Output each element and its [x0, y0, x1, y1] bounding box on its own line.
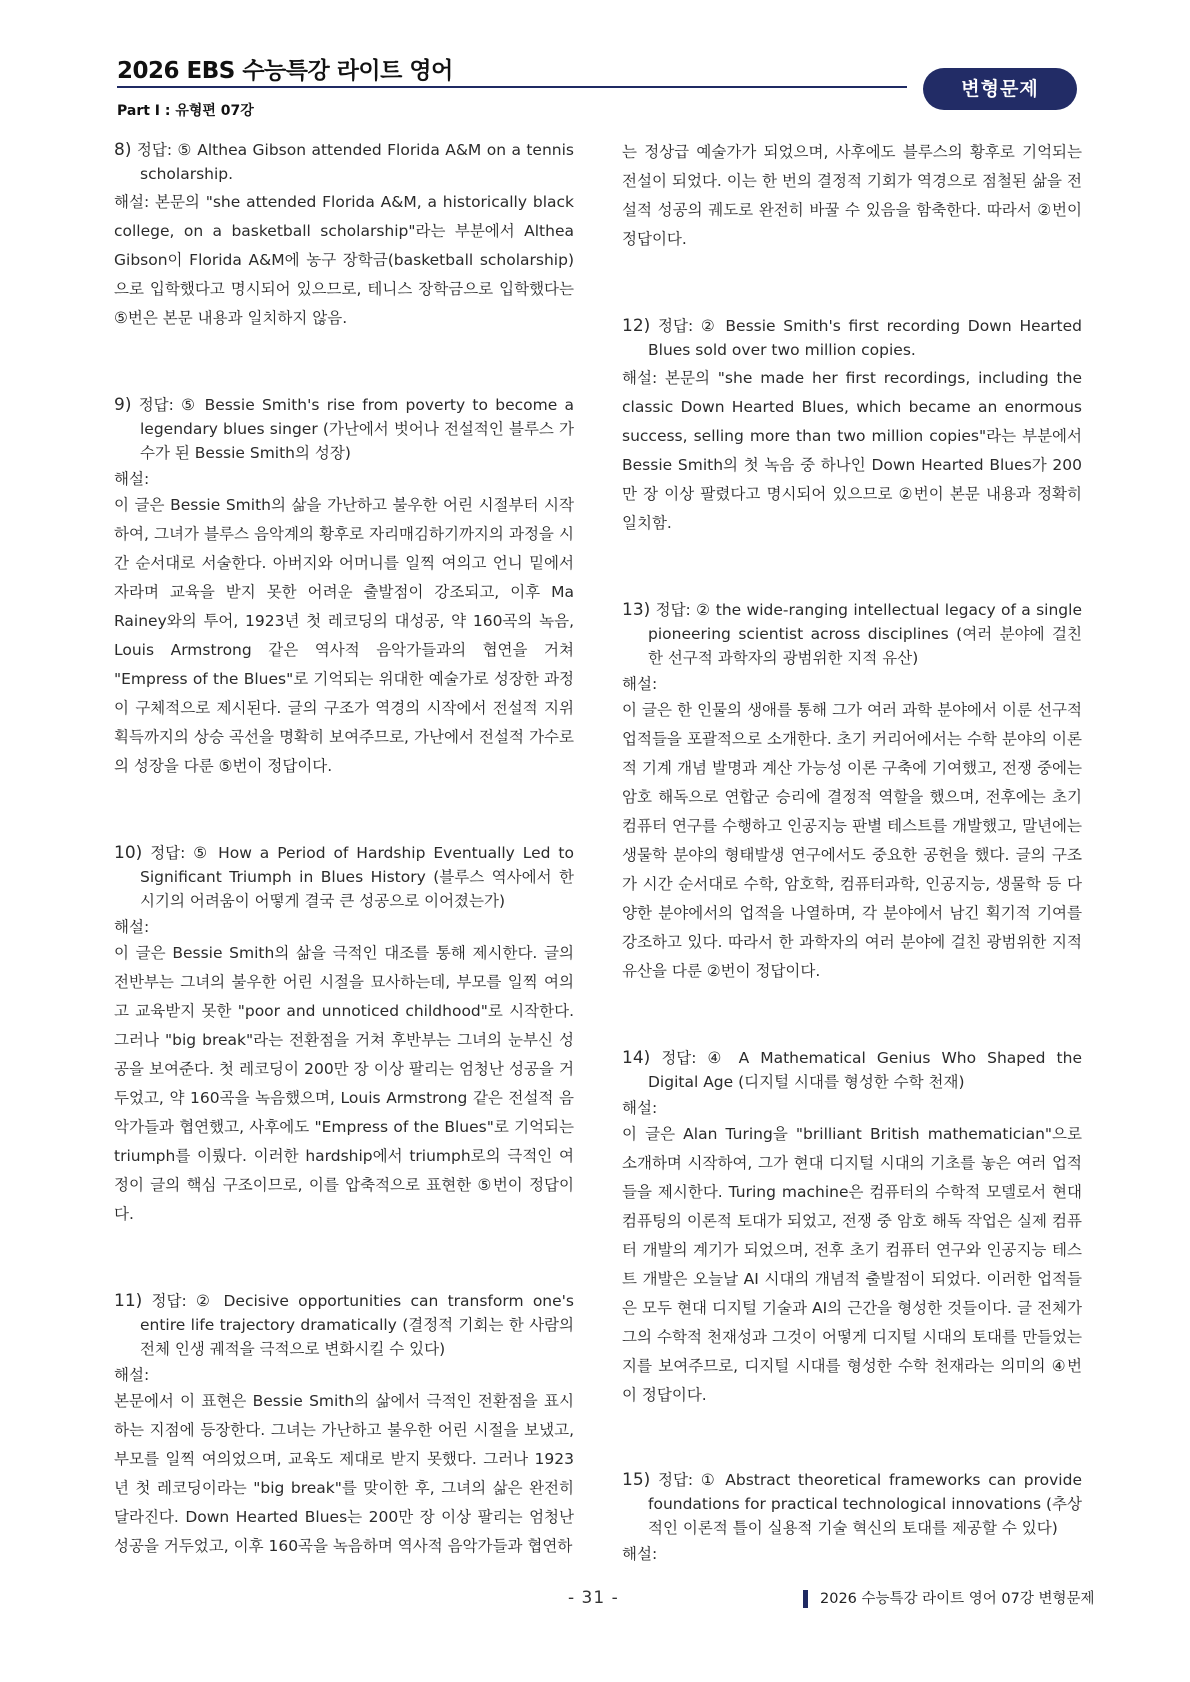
question-12	[622, 314, 1082, 538]
question-15	[622, 1468, 1082, 1566]
footer-title: 2026 수능특강 라이트 영어 07강 변형문제	[803, 1590, 1095, 1608]
explanation-label: 해설:	[622, 675, 658, 693]
explanation-text: 이 글은 Bessie Smith의 삶을 극적인 대조를 통해 제시한다. 글의 전반부는 그녀의 불우한 어린 시절을 묘사하는데, 부모를 일찍 여의고 교육받지 못한 "poor and unnoticed childhood"로 시작한다. 그러나 "big break"라는 전환점을 거쳐 후반부는 그녀의 눈부신 성공을 보여준다. 첫 레코딩이 200만 장 이상 팔리는 엄청난 성공을 거두었고, 약 160곡을 녹음했으며, Louis Armstrong 같은 전설적 음악가들과 협연했고, 사후에도 "Empress of the Blues"로 기억되는 triumph를 이뤘다. 이러한 hardship에서 triumph로의 극적인 여정이 글의 핵심 구조이므로, 이를 압축적으로 표현한 ⑤번이 정답이다.	[114, 944, 574, 1223]
answer-text: 정답: ⑤ Bessie Smith's rise from poverty to become a legendary blues singer (가난에서 벗어나 전설적인 블루스 가수가 된 Bessie Smith의 성장)	[138, 396, 574, 462]
explanation-text: 이 글은 한 인물의 생애를 통해 그가 여러 과학 분야에서 이룬 선구적 업적들을 포괄적으로 소개한다. 초기 커리어에서는 수학 분야의 이론적 기계 개념 발명과 계산 가능성 이론 구축에 기여했고, 전쟁 중에는 암호 해독으로 연합군 승리에 결정적 역할을 했으며, 전후에는 초기 컴퓨터 연구를 수행하고 인공지능 판별 테스트를 개발했고, 말년에는 생물학 분야의 형태발생 연구에서도 중요한 공헌을 했다. 글의 구조가 시간 순서대로 수학, 암호학, 컴퓨터과학, 인공지능, 생물학 등 다양한 분야에서의 업적을 나열하며, 각 분야에서 남긴 획기적 기여를 강조하고 있다. 따라서 한 과학자의 여러 분야에 걸친 광범위한 지적 유산을 다룬 ②번이 정답이다.	[622, 701, 1082, 980]
answer-text: 정답: ② the wide-ranging intellectual legacy of a single pioneering scientist across disciplines (여러 분야에 걸친 한 선구적 과학자의 광범위한 지적 유산)	[648, 601, 1082, 667]
question-9	[114, 393, 574, 781]
explanation-label: 해설:	[114, 470, 150, 488]
explanation-text: 이 글은 Alan Turing을 "brilliant British mathematician"으로 소개하며 시작하여, 그가 현대 디지털 시대의 기초를 놓은 여러 업적들을 제시한다. Turing machine은 컴퓨터의 수학적 모델로서 현대 컴퓨팅의 이론적 토대가 되었고, 전쟁 중 암호 해독 작업은 실제 컴퓨터 개발의 계기가 되었으며, 전후 초기 컴퓨터 연구와 인공지능 테스트 개발은 오늘날 AI 시대의 개념적 출발점이 되었다. 이러한 업적들은 모두 현대 디지털 기술과 AI의 근간을 형성한 것들이다. 글 전체가 그의 수학적 천재성과 그것이 어떻게 디지털 시대의 토대를 만들었는지를 보여주므로, 디지털 시대를 형성한 수학 천재라는 의미의 ④번이 정답이다.	[622, 1125, 1082, 1404]
explanation-label: 해설:	[622, 1099, 658, 1117]
question-13	[622, 598, 1082, 986]
question-number: 8)	[114, 140, 132, 160]
explanation-label: 해설:	[622, 1545, 658, 1563]
question-number: 11)	[114, 1291, 143, 1311]
question-number: 12)	[622, 316, 651, 336]
answer-text: 정답: ④ A Mathematical Genius Who Shaped the Digital Age (디지털 시대를 형성한 수학 천재)	[648, 1049, 1082, 1091]
explanation-label: 해설:	[114, 918, 150, 936]
question-number: 13)	[622, 600, 651, 620]
question-11	[114, 1289, 574, 1561]
question-number: 9)	[114, 395, 132, 415]
answer-text: 정답: ⑤ How a Period of Hardship Eventually Led to Significant Triumph in Blues History (블루스 역사에서 한 시기의 어려움이 어떻게 결국 큰 성공으로 이어졌는가)	[140, 844, 574, 910]
question-8	[114, 138, 574, 333]
question-10	[114, 841, 574, 1229]
header-badge: 변형문제	[923, 68, 1077, 110]
question-number: 15)	[622, 1470, 651, 1490]
answer-text: 정답: ② Decisive opportunities can transform one's entire life trajectory dramatically (결정적 기회는 한 사람의 전체 인생 궤적을 극적으로 변화시킬 수 있다)	[140, 1292, 574, 1358]
explanation-text: 해설: 본문의 "she made her first recordings, including the classic Down Hearted Blues, which became an enormous success, selling more than two million copies"라는 부분에서 Bessie Smith의 첫 녹음 중 하나인 Down Hearted Blues가 200만 장 이상 팔렸다고 명시되어 있으므로 ②번이 본문 내용과 정확히 일치함.	[622, 369, 1082, 532]
answer-text: 정답: ① Abstract theoretical frameworks can provide foundations for practical technological innovations (추상적인 이론적 틀이 실용적 기술 혁신의 토대를 제공할 수 있다)	[648, 1471, 1082, 1537]
explanation-continued: 는 정상급 예술가가 되었으며, 사후에도 블루스의 황후로 기억되는 전설이 되었다. 이는 한 번의 결정적 기회가 역경으로 점철된 삶을 전설적 성공의 궤도로 완전히 바꿀 수 있음을 함축한다. 따라서 ②번이 정답이다.	[622, 143, 1082, 248]
left-column	[114, 138, 574, 1561]
page-number: - 31 -	[568, 1588, 619, 1608]
answer-text: 정답: ⑤ Althea Gibson attended Florida A&M on a tennis scholarship.	[136, 141, 574, 183]
question-14	[622, 1046, 1082, 1410]
section-subtitle: Part Ⅰ : 유형편 07강	[117, 103, 254, 119]
answer-text: 정답: ② Bessie Smith's first recording Down Hearted Blues sold over two million copies.	[648, 317, 1082, 359]
explanation-text: 본문에서 이 표현은 Bessie Smith의 삶에서 극적인 전환점을 표시하는 지점에 등장한다. 그녀는 가난하고 불우한 어린 시절을 보냈고, 부모를 일찍 여의었으며, 교육도 제대로 받지 못했다. 그러나 1923년 첫 레코딩이라는 "big break"를 맞이한 후, 그녀의 삶은 완전히 달라진다. Down Hearted Blues는 200만 장 이상 팔리는 엄청난 성공을 거두었고, 이후 160곡을 녹음하며 역사적 음악가들과 협연하	[114, 1392, 574, 1555]
header-divider	[117, 86, 907, 88]
document-title: 2026 EBS 수능특강 라이트 영어	[117, 58, 453, 84]
explanation-text: 해설: 본문의 "she attended Florida A&M, a historically black college, on a basketball scholarship"라는 부분에서 Althea Gibson이 Florida A&M에 농구 장학금(basketball scholarship)으로 입학했다고 명시되어 있으므로, 테니스 장학금으로 입학했다는 ⑤번은 본문 내용과 일치하지 않음.	[114, 193, 574, 327]
explanation-text: 이 글은 Bessie Smith의 삶을 가난하고 불우한 어린 시절부터 시작하여, 그녀가 블루스 음악계의 황후로 자리매김하기까지의 과정을 시간 순서대로 서술한다. 아버지와 어머니를 일찍 여의고 언니 밑에서 자라며 교육을 받지 못한 어려운 출발점이 강조되고, 이후 Ma Rainey와의 투어, 1923년 첫 레코딩의 대성공, 약 160곡의 녹음, Louis Armstrong 같은 역사적 음악가들과의 협연을 거쳐 "Empress of the Blues"로 기억되는 위대한 예술가로 성장한 과정이 구체적으로 제시된다. 글의 구조가 역경의 시작에서 전설적 지위 획득까지의 상승 곡선을 명확히 보여주므로, 가난에서 전설적 가수로의 성장을 다룬 ⑤번이 정답이다.	[114, 496, 574, 775]
right-column	[622, 138, 1082, 1566]
explanation-label: 해설:	[114, 1366, 150, 1384]
question-number: 14)	[622, 1048, 651, 1068]
question-number: 10)	[114, 843, 143, 863]
